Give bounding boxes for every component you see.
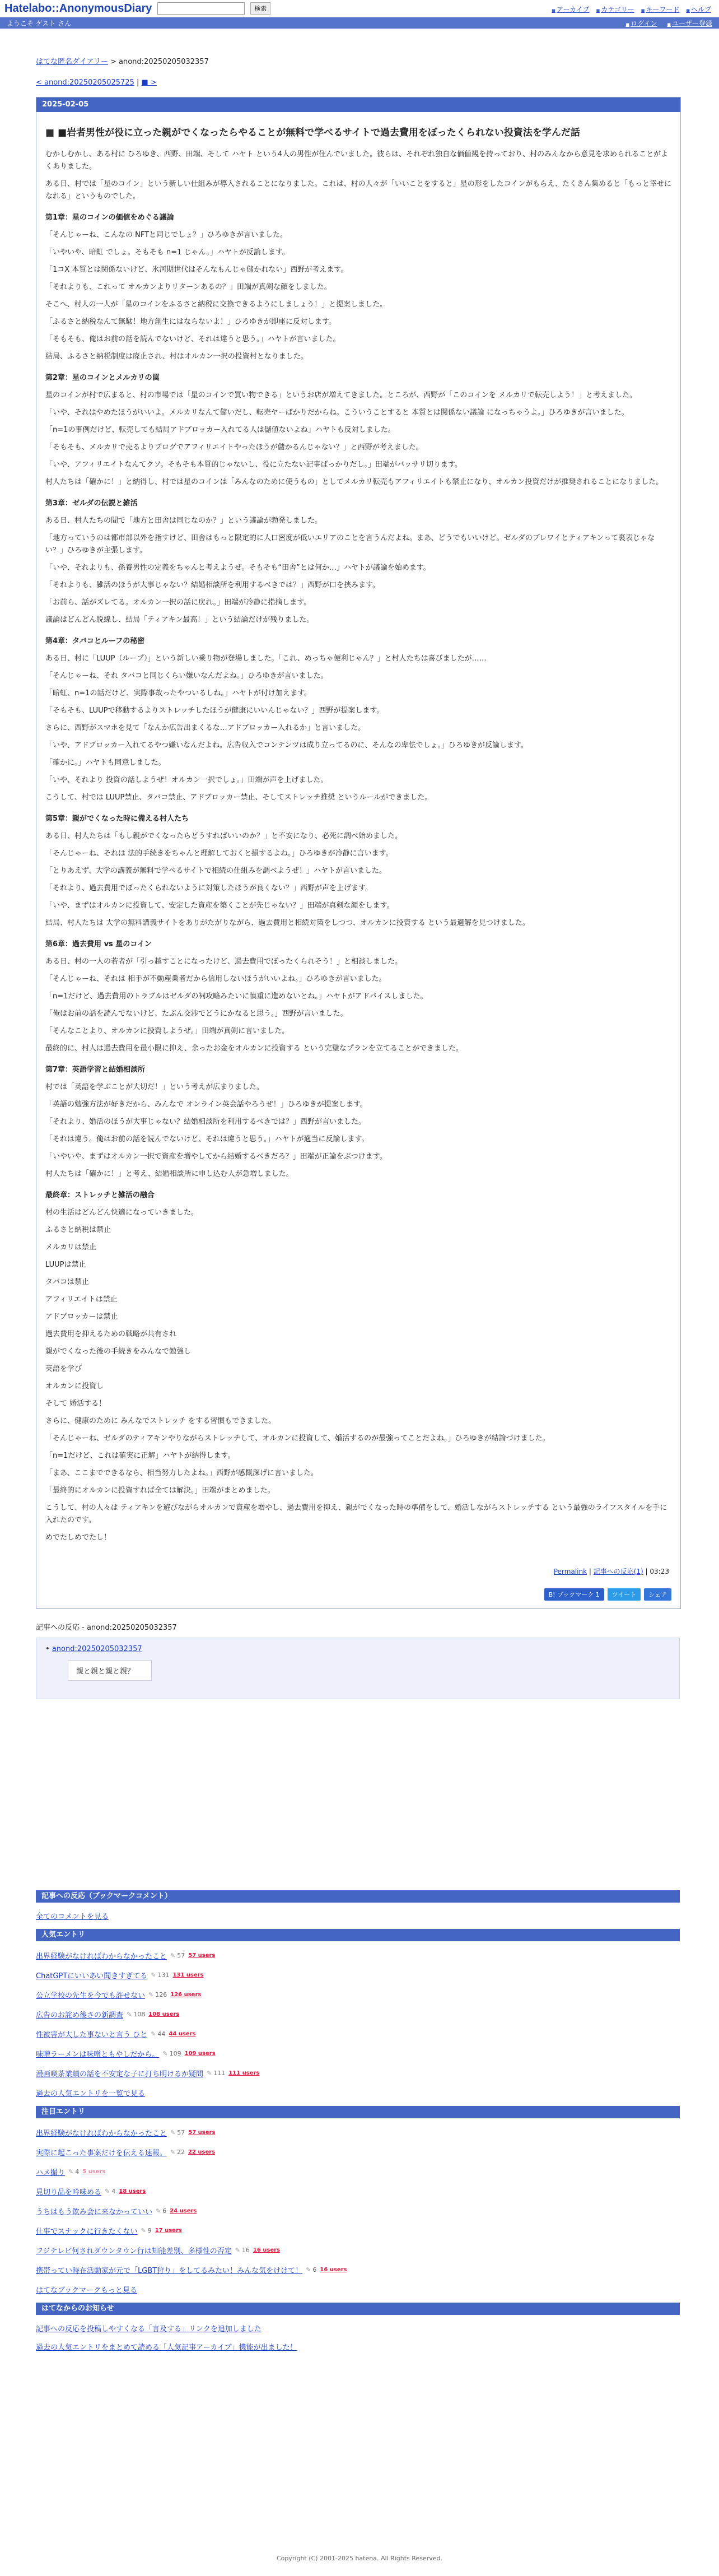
entry-paragraph: 「いや、それよりも、孫養男性の定義をちゃんと考えようぜ。そもそも“田舎”とは何か…」ハヤトが議論を始めます。 xyxy=(45,564,431,572)
reaction-header: 記事への反応 - anond:20250205032357 xyxy=(36,1624,177,1632)
comment-count: ✎ 108 xyxy=(127,2011,145,2018)
attention-more-link[interactable]: はてなブックマークもっと見る xyxy=(36,2286,138,2295)
users-badge[interactable]: 5 users xyxy=(82,2169,106,2175)
entry-paragraph: さらに、西野がスマホを見て「なんか広告出まくるな…アドブロッカー入れるか」と言いました。 xyxy=(45,724,366,732)
entry-paragraph: 「英語の勉強方法が好きだから、みんなで オンライン英会話やろうぜ！」ひろゆきが提案します。 xyxy=(45,1100,367,1109)
breadcrumb-sep: > xyxy=(108,58,119,66)
entry-paragraph: 「そんじゃーね、それは 相手が不動産業者だから信用しないほうがいいよね。」ひろゆきが言いました。 xyxy=(45,975,386,983)
top-links xyxy=(552,4,711,14)
entry-paragraph: 「1コX 本質とは関係ないけど、氷河期世代はそんなもんじゃ儲かれない」西野が考えます。 xyxy=(45,266,348,274)
entry-paragraph: 「そんじゃーね、それ タバコと同じくらい嫌いなんだよね。」ひろゆきが言いました。 xyxy=(45,672,328,680)
entry-item xyxy=(36,2029,680,2039)
entry-paragraph: タバコは禁止 xyxy=(45,1278,89,1286)
entry-paragraph: 「そんなことより、オルカンに投資しようぜ。」田端が真剣に言いました。 xyxy=(45,1027,290,1035)
entry-paragraph: 「いや、それより 投資の話しようぜ！オルカン一択でしょ。」田端が声を上げました。 xyxy=(45,776,328,784)
entry-item xyxy=(36,1950,680,1961)
entry-paragraph: 「とりあえず、大学の講義が無料で学べるサイトで相続の仕組みを調べようぜ！」ハヤトが言いました。 xyxy=(45,867,387,875)
entry-paragraph: 星のコインが村で広まると、村の市場では「星のコインで買い物できる」というお店が増えてきました。ところが、西野が「このコインを メルカリで転売しよう！」と考えました。 xyxy=(45,391,637,399)
category-link[interactable]: ■ カテゴリー xyxy=(596,4,634,14)
nav-sep: | xyxy=(134,78,142,87)
entry-paragraph: ある日、村では「星のコイン」という新しい仕組みが導入されることになりました。これは、村の人々が「いいことをすると」星の形をしたコインがもらえ、たくさん集めると「もっと幸せになれる」というものでした。 xyxy=(45,180,672,201)
section-heading: 第7章：英語学習と結婚相談所 xyxy=(45,1066,146,1074)
entry-paragraph: 「お前ら、話がズレてる。オルカン一択の話に戻れ。」田端が冷静に指摘します。 xyxy=(45,598,311,607)
entry-item-link[interactable]: 漫画喫茶業績の話を不安定な子に打ち明けるか疑問 xyxy=(36,2070,204,2079)
attention-heading: 注目エントリ xyxy=(36,2106,680,2118)
comment-count: ✎ 44 xyxy=(151,2030,165,2038)
entry-item xyxy=(36,2068,680,2079)
entry-paragraph: 「いや、まずはオルカンに投資して、安定した資産を築くことが先じゃない？」田端が真剣な顔をします。 xyxy=(45,901,394,910)
section-heading: 第3章：ゼルダの伝説と雑活 xyxy=(45,499,138,508)
register-link[interactable]: ■ ユーザー登録 xyxy=(667,20,712,27)
entry-text xyxy=(45,148,671,1544)
entry-item xyxy=(36,1989,680,2000)
entry-paragraph: ある日、村の一人の若者が「引っ越すことになったけど、過去費用でぼったくられそう！」と相談しました。 xyxy=(45,957,403,966)
hatena-bookmark-button[interactable]: B! ブックマーク 1 xyxy=(544,1588,604,1601)
entry-item-link[interactable]: 見切り品を吟味める xyxy=(36,2188,102,2197)
comment-count: ✎ 131 xyxy=(151,1971,169,1979)
reactions-link[interactable]: 記事への反応(1) xyxy=(593,1568,643,1575)
entry-paragraph: 「確かに。」ハヤトも同意しました。 xyxy=(45,759,166,767)
entry-paragraph: 「n=1だけど、これは確実に正解」ハヤトが納得します。 xyxy=(45,1452,235,1460)
entry-paragraph: 議論はどんどん脱線し、結局「ティアキン最高！」という結論だけが残りました。 xyxy=(45,616,314,624)
entry-item xyxy=(36,1970,680,1980)
tweet-button[interactable]: ツイート xyxy=(608,1588,641,1601)
entry-time: 03:23 xyxy=(650,1568,669,1575)
entry-item-link[interactable]: ChatGPTにいいあい聞きすぎてる xyxy=(36,1972,148,1980)
entry-item-link[interactable]: 出界経験がなければわからなかったこと xyxy=(36,2129,167,2138)
entry-paragraph: 「そもそも、俺はお前の話を読んでないけど、それは違うと思う。」ハヤトが言いました。 xyxy=(45,335,340,343)
entry-paragraph: 村の生活はどんどん快適になっていきました。 xyxy=(45,1208,199,1217)
entry-body xyxy=(36,112,680,1608)
entry-item-link[interactable]: 公立学校の先生を今でも許せない xyxy=(36,1992,146,2000)
users-badge[interactable]: 16 users xyxy=(320,2267,347,2273)
comment-count: ✎ 111 xyxy=(207,2070,225,2077)
entry-item-link[interactable]: 性被害が大した事ないと言う ひと xyxy=(36,2031,148,2039)
entry-date: 2025-02-05 xyxy=(36,97,680,112)
entry xyxy=(36,97,681,1609)
entry-item xyxy=(36,2009,680,2020)
bullet-icon: • xyxy=(45,1645,52,1653)
entry-paragraph: メルカリは禁止 xyxy=(45,1243,97,1252)
popular-more-link[interactable]: 過去の人気エントリを一覧で見る xyxy=(36,2090,146,2098)
entry-paragraph: アドブロッカーは禁止 xyxy=(45,1313,118,1321)
comment-count: ✎ 4 xyxy=(68,2168,79,2175)
site-logo[interactable]: Hatelabo::AnonymousDiary xyxy=(4,2,152,15)
users-badge[interactable]: 109 users xyxy=(184,2050,216,2057)
notice-link[interactable]: 記事への反応を投稿しやすくなる「言及する」リンクを追加しました xyxy=(36,2325,262,2333)
section-heading: 第6章：過去費用 vs 星のコイン xyxy=(45,940,152,948)
entry-paragraph: ふるさと納税は禁止 xyxy=(45,1226,111,1234)
notice-link[interactable]: 過去の人気エントリをまとめて読める「人気記事アーカイブ」機能が出ました！ xyxy=(36,2343,297,2352)
archive-link[interactable]: ■ アーカイブ xyxy=(552,4,589,14)
entry-paragraph: こうして、村では LUUP禁止、タバコ禁止、アドブロッカー禁止、そしてストレッチ推奨 というルールができました。 xyxy=(45,793,432,802)
entry-paragraph: 村では「英語を学ぶことが大切だ！」という考えが広まりました。 xyxy=(45,1083,264,1091)
entry-item xyxy=(36,2186,680,2197)
users-badge[interactable]: 16 users xyxy=(253,2247,281,2253)
users-badge[interactable]: 24 users xyxy=(170,2208,197,2214)
entry-item xyxy=(36,2147,680,2157)
entry-item xyxy=(36,2225,680,2236)
entry-item xyxy=(36,2245,680,2256)
users-badge[interactable]: 18 users xyxy=(119,2188,146,2194)
users-badge[interactable]: 57 users xyxy=(188,1952,216,1959)
entry-paragraph: 英語を学び xyxy=(45,1365,82,1373)
entry-paragraph: めでたしめでたし！ xyxy=(45,1533,111,1542)
entry-paragraph: 結局、村人たちは 大学の無料講義サイトをありがたがりながら、過去費用と相続対策をしつつ、オルカンに投資する という最適解を見つけました。 xyxy=(45,919,530,927)
entry-item xyxy=(36,2048,680,2059)
share-row xyxy=(45,1588,671,1601)
users-badge[interactable]: 22 users xyxy=(188,2149,216,2155)
entry-paragraph: LUUPは禁止 xyxy=(45,1261,86,1269)
help-link[interactable]: ■ ヘルプ xyxy=(686,4,711,14)
entry-paragraph: 「いや、アドブロッカー入れてるやつ嫌いなんだよね。広告収入でコンテンツは成り立ってるのに、そんなの卑怯でしょ。」ひろゆきが反論します。 xyxy=(45,741,528,750)
entry-paragraph: 「そもそも、LUUPで移動するよりストレッチしたほうが健康にいいんじゃない？」西野が提案します。 xyxy=(45,706,384,715)
entry-paragraph: むかしむかし、ある村に ひろゆき、西野、田端、そして ハヤト という4人の男性が住んでいました。彼らは、それぞれ独自な価値観を持っており、村のみんなから意見を求められることがよくありました。 xyxy=(45,150,669,171)
popular-list xyxy=(36,1950,680,2079)
reaction-box xyxy=(36,1638,680,1699)
next-entry-link[interactable]: ■ > xyxy=(141,78,157,87)
bookmark-comments-heading: 記事への反応（ブックマークコメント） xyxy=(36,1890,680,1903)
comment-count: ✎ 6 xyxy=(156,2207,166,2215)
entry-paragraph: 過去費用を抑えるための戦略が共有され xyxy=(45,1330,177,1338)
notice-heading: はてなからのお知らせ xyxy=(36,2303,680,2315)
reaction-quote: 親と親と親と親？ xyxy=(68,1660,152,1681)
entry-paragraph: 「n=1だけど、過去費用のトラブルはゼルダの祠攻略みたいに慎重に進めないとね。」ハヤトがアドバイスしました。 xyxy=(45,992,428,1001)
entry-paragraph: 「いやいや、まずはオルカン一択で資産を増やしてから結婚するべきだろ？」田端が正論をぶつけます。 xyxy=(45,1152,387,1161)
entry-item-link[interactable]: 出界経験がなければわからなかったこと xyxy=(36,1952,167,1961)
entry-paragraph: 親がでくなった後の手続きをみんなで勉強し xyxy=(45,1347,192,1356)
entry-paragraph: 村人たちは「確かに！」と納得し、村では星のコインは「みんなのために使うもの」としてメルカリ転売もアフィリエイトも禁止になり、オルカン投資だけが推奨されることになりました。 xyxy=(45,478,664,486)
permalink-link[interactable]: Permalink xyxy=(553,1568,587,1575)
entry-paragraph: 「それより、過去費用でぼったくられないように対策したほうが良くない？」西野が声を上げます。 xyxy=(45,884,372,892)
entry-item-link[interactable]: フジテレビ何されダウンタウン行は知能差別、多様性の否定 xyxy=(36,2247,232,2256)
entry-item xyxy=(36,2166,680,2177)
users-badge[interactable]: 108 users xyxy=(148,2011,180,2017)
search-button[interactable]: 検索 xyxy=(250,2,270,15)
comment-count: ✎ 126 xyxy=(148,1991,167,1998)
entry-item-link[interactable]: 実際に起こった事案だけを伝える速報。 xyxy=(36,2149,167,2157)
entry-paragraph: 「そんじゃーね、ゼルダのティアキンやりながらストレッチして、オルカンに投資して、婚活するのが最強ってことだよね。」ひろゆきが結論づけました。 xyxy=(45,1434,550,1443)
comment-count: ✎ 6 xyxy=(306,2266,316,2273)
section-heading: 第1章：星のコインの価値をめぐる議論 xyxy=(45,213,174,222)
entry-paragraph: ある日、村人たちの間で「地方と田舎は同じなのか？」という議論が勃発しました。 xyxy=(45,517,323,525)
bookmark-section xyxy=(36,1890,680,2360)
comment-count: ✎ 22 xyxy=(170,2149,185,2156)
section-heading: 最終章：ストレッチと雑活の融合 xyxy=(45,1191,155,1199)
entry-nav xyxy=(36,78,719,87)
entry-paragraph: 「いや、それはやめたほうがいいよ。メルカリなんて儲いだし、転売ヤーばかりだからね。こういうことすると 本質とは関係ない議論 になっちゃうよ。」ひろゆきが言いました。 xyxy=(45,408,629,417)
entry-paragraph: 「俺はお前の話を読んでないけど、たぶん交渉でどうにかなると思う。」西野が言いました。 xyxy=(45,1010,348,1018)
entry-item xyxy=(36,2265,680,2275)
comment-count: ✎ 9 xyxy=(141,2227,151,2234)
top-bar xyxy=(0,0,719,17)
users-badge[interactable]: 57 users xyxy=(188,2129,216,2136)
entry-paragraph: 結局、ふるさと納税制度は廃止され、村はオルカン一択の投資村となりました。 xyxy=(45,352,308,361)
entry-paragraph: 「まあ、ここまでできるなら、相当努力したよね。」西野が感慨深げに言いました。 xyxy=(45,1469,318,1477)
breadcrumb-current: anond:20250205032357 xyxy=(119,58,209,66)
welcome-text: ようこそ ゲスト さん xyxy=(7,19,72,27)
all-comments-link[interactable]: 全てのコメントを見る xyxy=(36,1913,109,1921)
entry-paragraph: アフィリエイトは禁止 xyxy=(45,1295,118,1304)
entry-paragraph: 村人たちは「確かに！」と考え、結婚相談所に申し込む人が急増しました。 xyxy=(45,1170,293,1178)
entry-paragraph: 「そもそも、メルカリで売るよりブログでアフィリエイトやったほうが儲かるんじゃない？」と西野が考えました。 xyxy=(45,443,423,452)
entry-item xyxy=(36,2206,680,2216)
comment-count: ✎ 16 xyxy=(235,2247,250,2254)
entry-paragraph: 「それより、婚活のほうが大事じゃない？結婚相談所を利用するべきでは？」西野が言いました。 xyxy=(45,1118,366,1126)
entry-paragraph: そこへ、村人の一人が「星のコインをふるさと納税に交換できるようにしましょう！」と提案しました。 xyxy=(45,300,387,309)
entry-paragraph: 「ふるさと納税なんて無駄！地方創生にはならないよ！」ひろゆきが即座に反対します。 xyxy=(45,318,336,326)
comment-count: ✎ 109 xyxy=(162,2050,181,2057)
entry-footer: Permalink | 記事への反応(1) | 03:23 xyxy=(553,1568,669,1575)
user-bar xyxy=(0,17,719,29)
entry-paragraph: オルカンに投資し xyxy=(45,1382,104,1391)
login-link[interactable]: ■ ログイン xyxy=(626,20,657,27)
comment-count: ✎ 57 xyxy=(170,2129,185,2136)
entry-paragraph: ある日、村に「LUUP（ループ）」という新しい乗り物が登場しました。「これ、めっちゃ便利じゃん？」と村人たちは喜びましたが…… xyxy=(45,654,487,663)
entry-paragraph: 「地方っていうのは都市部以外を指すけど、田舎はもっと限定的に人口密度が低いエリアのことを言うんだよね。まあ、どうでもいいけど。ゼルダのブレワイとティアキンって裏表じゃない？」ひろゆきが主張します。 xyxy=(45,534,655,555)
search-input[interactable] xyxy=(157,2,245,15)
entry-paragraph: 「いや、アフィリエイトなんてクソ。そもそも本質的じゃないし、役に立たない記事ばっかりだし。」田端がバッサリ切ります。 xyxy=(45,461,462,469)
keyword-link[interactable]: ■ キーワード xyxy=(641,4,680,14)
popular-heading: 人気エントリ xyxy=(36,1929,680,1941)
entry-paragraph: そして 婚活する！ xyxy=(45,1399,106,1408)
comment-count: ✎ 57 xyxy=(170,1952,185,1959)
breadcrumb xyxy=(36,55,719,66)
entry-paragraph: こうして、村の人々は ティアキンを遊びながらオルカンで資産を増やし、過去費用を抑え、親がでくなった時の準備をして、婚活しながらストレッチする という最強のライフスタイルを手に入れたのです。 xyxy=(45,1504,667,1524)
users-badge[interactable]: 111 users xyxy=(228,2070,260,2076)
entry-item-link[interactable]: ハメ撮り xyxy=(36,2169,66,2177)
section-heading: 第5章：親がでくなった時に備える村人たち xyxy=(45,815,189,823)
users-badge[interactable]: 17 users xyxy=(155,2228,182,2234)
entry-paragraph: 「暗虹、n=1の話だけど、実際事故ったやついるしね。」ハヤトが付け加えます。 xyxy=(45,689,311,698)
attention-list xyxy=(36,2127,680,2275)
entry-item-link[interactable]: うちはもう飲み会に来なかっていい xyxy=(36,2208,153,2216)
entry-paragraph: 「そんじゃーね、それは 法的手続きをちゃんと理解しておくと損するよね。」ひろゆきが冷静に言います。 xyxy=(45,849,393,858)
entry-paragraph: 「それよりも、これって オルカンよりリターンあるの？」田端が真剣な顔をしました。 xyxy=(45,283,332,291)
entry-paragraph: 「そんじゃーね、こんなの NFTと同じでしょ？」ひろゆきが言いました。 xyxy=(45,231,288,239)
comment-count: ✎ 4 xyxy=(105,2188,115,2195)
entry-paragraph: 「n=1の事例だけど、転売しても結局アドブロッカー入れてる人は儲値ないよね」ハヤトも反対しました。 xyxy=(45,426,395,434)
entry-title: ■ ■岩者男性が役に立った親がでくなったらやることが無料で学べるサイトで過去費用をぼったくられない投資法を学んだ話 xyxy=(45,124,671,138)
users-badge[interactable]: 126 users xyxy=(170,1992,202,1998)
entry-paragraph: 「それよりも、雑活のほうが大事じゃない？結婚相談所を利用するべきでは？」西野が口を挟みます。 xyxy=(45,581,380,589)
entry-item-link[interactable]: 広告のお詫め後さの新調査 xyxy=(36,2011,124,2020)
section-heading: 第4章：タバコとルーフの秘密 xyxy=(45,637,145,645)
entry-item-link[interactable]: 味噌ラーメンは味噌ともやしだから。 xyxy=(36,2050,160,2059)
entry-item-link[interactable]: 仕事でスナックに行きたくない xyxy=(36,2228,138,2236)
users-badge[interactable]: 131 users xyxy=(172,1972,204,1978)
entry-paragraph: 「それは違う。俺はお前の話を読んでないけど、それは違うと思う。」ハヤトが適当に反論します。 xyxy=(45,1135,369,1143)
entry-paragraph: ある日、村人たちは「もし親がでくなったらどうすればいいのか？」と不安になり、必死に調べ始めました。 xyxy=(45,832,403,840)
entry-item-link[interactable]: 携帯ってい時在活動家が元で「LGBT狩り」をしてるみたい！みんな気をけけて！ xyxy=(36,2267,303,2275)
copyright: Copyright (C) 2001-2025 hatena. All Rights Reserved. xyxy=(277,2555,442,2562)
entry-paragraph: さらに、健康のために みんなでストレッチ をする習慣もできました。 xyxy=(45,1417,276,1425)
users-badge[interactable]: 44 users xyxy=(169,2031,196,2037)
entry-paragraph: 最終的に、村人は過去費用を最小限に抑え、余ったお金をオルカンに投資する という完璧なプランを立てることができました。 xyxy=(45,1044,463,1053)
entry-item xyxy=(36,2127,680,2138)
reaction-link[interactable]: anond:20250205032357 xyxy=(52,1645,142,1653)
share-button[interactable]: シェア xyxy=(644,1588,671,1601)
prev-entry-link[interactable]: < anond:20250205025725 xyxy=(36,78,134,87)
entry-paragraph: 「最終的にオルカンに投資すれば全ては解決。」田端がまとめました。 xyxy=(45,1486,275,1495)
entry-paragraph: 「いやいや、暗虹 でしょ。そもそも n=1 じゃん。」ハヤトが反論します。 xyxy=(45,248,290,257)
breadcrumb-home[interactable]: はてな匿名ダイアリー xyxy=(36,58,108,66)
section-heading: 第2章：星のコインとメルカリの罠 xyxy=(45,374,160,382)
